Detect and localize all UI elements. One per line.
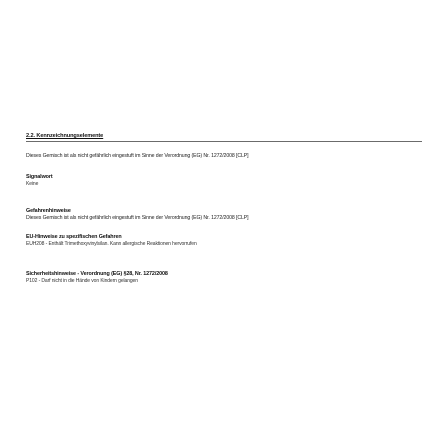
precautionary-label: Sicherheitshinweise - Verordnung (EG) §28, Nr. 1272/2008: [26, 271, 168, 277]
section-heading: 2.2. Kennzeichnungselemente: [26, 133, 104, 139]
eu-hazard-value: EUH208 - Enthält Trimethoxyvinylsilan. Kann allergische Reaktionen hervorrufen: [26, 241, 197, 247]
section-divider: [26, 141, 422, 142]
precautionary-value: P102 - Darf nicht in die Hände von Kindern gelangen: [26, 278, 138, 284]
signal-word-value: Keine: [26, 181, 39, 187]
hazard-statements-value: Dieses Gemisch ist als nicht gefährlich eingestuft im Sinne der Verordnung (EG) Nr. 1272/2008 [CLP]: [26, 215, 249, 221]
signal-word-label: Signalwort: [26, 174, 53, 180]
hazard-statements-label: Gefahrenhinweise: [26, 208, 71, 214]
section-intro-text: Dieses Gemisch ist als nicht gefährlich eingestuft im Sinne der Verordnung (EG) Nr. 1272/2008 [CLP]: [26, 153, 249, 159]
eu-hazard-label: EU-Hinweise zu spezifischen Gefahren: [26, 234, 122, 240]
